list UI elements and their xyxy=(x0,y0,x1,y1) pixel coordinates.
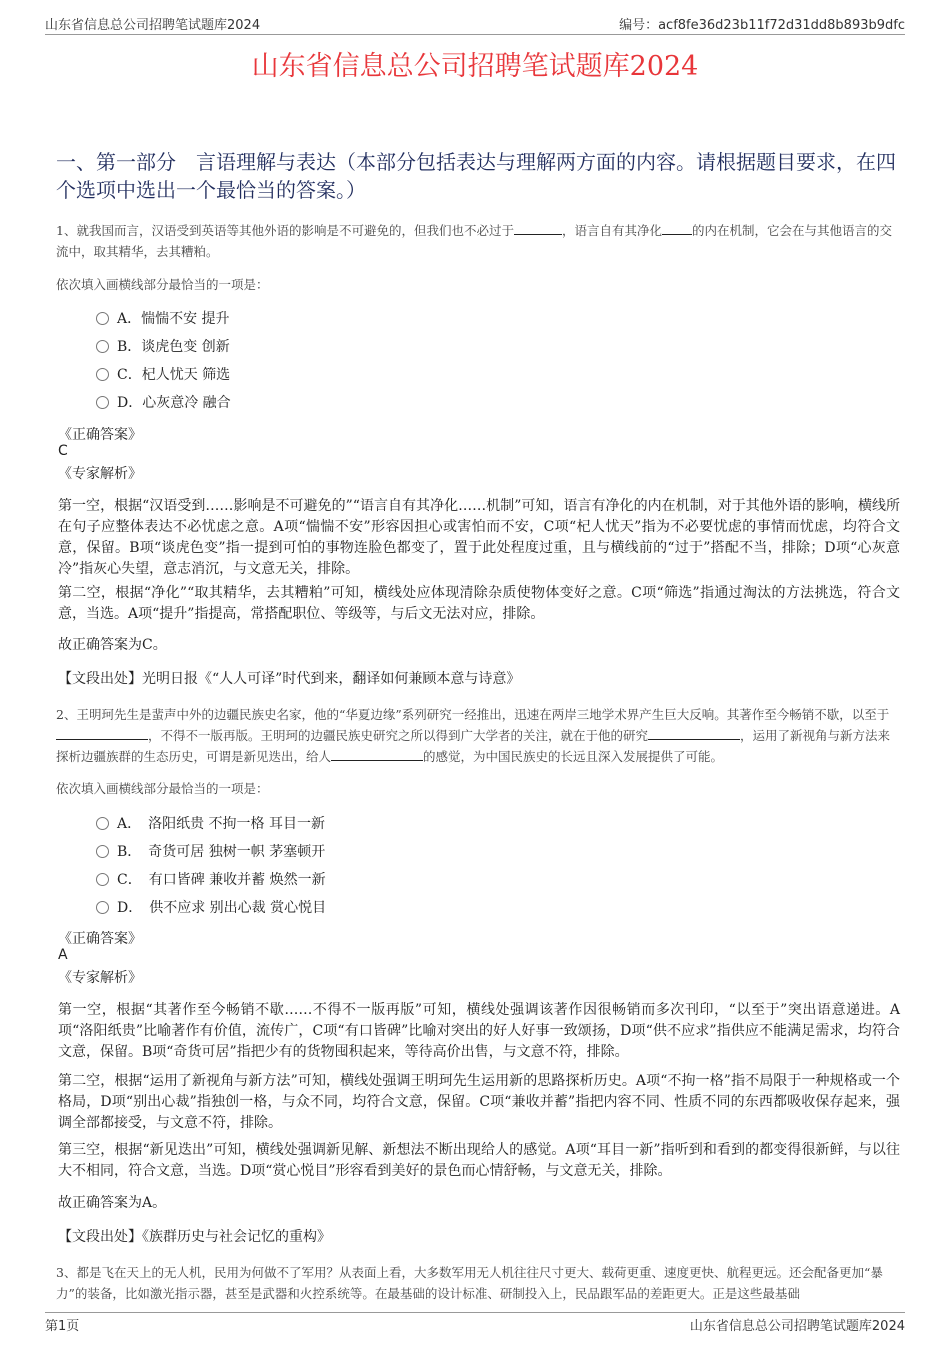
q1-analysis-conclusion: 故正确答案为C。 xyxy=(58,637,167,653)
q2-analysis-para-1: 第一空，根据“其著作至今畅销不歇……不得不一版再版”可知，横线处强调该著作因很畅销而多次刊印，“以至于”突出语意递进。A项“洛阳纸贵”比喻著作有价值，流传广，C项“有口皆碑”比喻对突出的好人好事一致颂扬，D项“供不应求”指供应不能满足需求，均符合文意，保留。B项“奇货可居”指把少有的货物囤积起来，等待高价出售，与文意不符，排除。 xyxy=(58,1002,900,1060)
radio-icon[interactable] xyxy=(96,340,109,353)
page-title: 山东省信息总公司招聘笔试题库2024 xyxy=(251,51,699,82)
question-3-stem: 3、都是飞在天上的无人机，民用为何做不了军用？从表面上看，大多数军用无人机往往尺寸更大、载荷更重、速度更快、航程更远。还会配备更加“暴力”的装备，比如激光指示器，甚至是武器和火控系统等。在最基础的设计标准、研制投入上，民品跟军品的差距更大。正是这些最基础 xyxy=(56,1265,883,1301)
header-title: 山东省信息总公司招聘笔试题库2024 xyxy=(45,18,261,33)
radio-icon[interactable] xyxy=(96,312,109,325)
q1-option-c[interactable]: C．杞人忧天 筛选 xyxy=(96,365,230,385)
radio-icon[interactable] xyxy=(96,901,109,914)
blank-3 xyxy=(331,760,423,761)
radio-icon[interactable] xyxy=(96,845,109,858)
page-footer xyxy=(45,1312,905,1333)
q2-analysis-label: 《专家解析》 xyxy=(58,970,142,986)
radio-icon[interactable] xyxy=(96,396,109,409)
blank-2 xyxy=(648,739,740,740)
q1-answer-label: 《正确答案》 xyxy=(58,427,142,443)
q2-option-d[interactable]: D． 供不应求 别出心裁 赏心悦目 xyxy=(96,898,326,918)
page-header xyxy=(45,14,905,35)
footer-title: 山东省信息总公司招聘笔试题库2024 xyxy=(689,1319,905,1334)
q2-answer-label: 《正确答案》 xyxy=(58,931,142,947)
header-doc-id: 编号：acf8fe36d23b11f72d31dd8b893b9dfc xyxy=(619,18,905,33)
page-number: 第1页 xyxy=(45,1319,80,1334)
q1-option-b[interactable]: B．谈虎色变 创新 xyxy=(96,337,230,357)
question-1-prompt: 依次填入画横线部分最恰当的一项是： xyxy=(56,277,269,292)
q2-analysis-para-2: 第二空，根据“运用了新视角与新方法”可知，横线处强调王明珂先生运用新的思路探析历史。A项“不拘一格”指不局限于一种规格或一个格局，D项“别出心裁”指独创一格，与众不同，均符合文意，保留。C项“兼收并蓄”指把内容不同、性质不同的东西都吸收保存起来，强调全部都接受，与文意不符，排除。 xyxy=(58,1073,900,1131)
q1-analysis-para-2: 第二空，根据“净化”“取其精华，去其糟粕”可知，横线处应体现清除杂质使物体变好之意。C项“筛选”指通过淘汰的方法挑选，符合文意，当选。A项“提升”指提高，常搭配职位、等级等，与后文无法对应，排除。 xyxy=(58,585,900,622)
q2-option-a[interactable]: A． 洛阳纸贵 不拘一格 耳目一新 xyxy=(96,814,325,834)
q1-source: 【文段出处】光明日报《“人人可译”时代到来，翻译如何兼顾本意与诗意》 xyxy=(58,671,521,687)
q1-analysis-label: 《专家解析》 xyxy=(58,466,142,482)
question-2-prompt: 依次填入画横线部分最恰当的一项是： xyxy=(56,781,269,796)
q1-option-d[interactable]: D．心灰意冷 融合 xyxy=(96,393,231,413)
radio-icon[interactable] xyxy=(96,368,109,381)
section-heading: 一、第一部分 言语理解与表达（本部分包括表达与理解两方面的内容。请根据题目要求，在四个选项中选出一个最恰当的答案。） xyxy=(56,150,896,202)
q1-option-a[interactable]: A．惴惴不安 提升 xyxy=(96,309,230,329)
blank-1 xyxy=(514,234,562,235)
q2-answer: A xyxy=(58,947,68,963)
q2-analysis-conclusion: 故正确答案为A。 xyxy=(58,1195,167,1211)
q2-option-c[interactable]: C． 有口皆碑 兼收并蓄 焕然一新 xyxy=(96,870,326,890)
blank-2 xyxy=(662,234,692,235)
q2-analysis-para-3: 第三空，根据“新见迭出”可知，横线处强调新见解、新想法不断出现给人的感觉。A项“耳目一新”指听到和看到的都变得很新鲜，与以往大不相同，符合文意，当选。D项“赏心悦目”形容看到美好的景色而心情舒畅，与文意无关，排除。 xyxy=(58,1142,900,1179)
radio-icon[interactable] xyxy=(96,817,109,830)
q1-answer: C xyxy=(58,443,68,459)
radio-icon[interactable] xyxy=(96,873,109,886)
q1-analysis-para-1: 第一空，根据“汉语受到……影响是不可避免的”“语言自有其净化……机制”可知，语言有净化的内在机制，对于其他外语的影响，横线所在句子应整体表达不必忧虑之意。A项“惴惴不安”形容因担心或害怕而不安，C项“杞人忧天”指为不必要忧虑的事情而忧虑，均符合文意，保留。B项“谈虎色变”指一提到可怕的事物连脸色都变了，置于此处程度过重，且与横线前的“过于”搭配不当，排除；D项“心灰意冷”指灰心失望，意志消沉，与文意无关，排除。 xyxy=(58,498,900,577)
blank-1 xyxy=(56,739,148,740)
question-1-stem: 1、就我国而言，汉语受到英语等其他外语的影响是不可避免的，但我们也不必过于 ，语言自有其净化 的内在机制，它会在与其他语言的交流中，取其精华，去其糟粕。 xyxy=(56,223,892,259)
q2-option-b[interactable]: B． 奇货可居 独树一帜 茅塞顿开 xyxy=(96,842,325,862)
q2-source: 【文段出处】《族群历史与社会记忆的重构》 xyxy=(58,1229,331,1245)
question-2-stem: 2、王明珂先生是蜚声中外的边疆民族史名家，他的“华夏边缘”系列研究一经推出，迅速在两岸三地学术界产生巨大反响。其著作至今畅销不歇，以至于，不得不一版再版。王明珂的边疆民族史研究之所以得到广大学者的关注，就在于他的研究 ，运用了新视角与新方法来探析边疆族群的生态历史，可谓是新见迭出，给人 的感觉，为中国民族史的长远且深入发展提供了可能。 xyxy=(56,707,891,764)
